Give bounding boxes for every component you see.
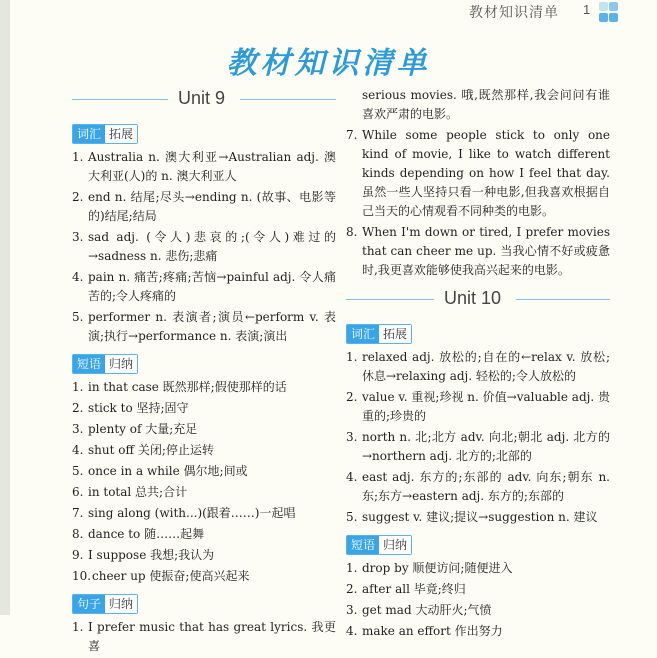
list-item: 7. sing along (with...)(跟着……)一起唱 bbox=[72, 506, 296, 520]
list-item: 1. drop by 顺便访问;随便进入 bbox=[346, 561, 513, 575]
unit9-sentence-list-start bbox=[72, 618, 336, 656]
unit10-heading bbox=[346, 288, 610, 310]
list-item: 4. east adj. 东方的;东部的 adv. 向东;朝东 n. 东;东方→eastern adj. 东方的;东部的 bbox=[346, 470, 610, 503]
unit9-sentence-tag: 句子 归纳 bbox=[72, 594, 138, 614]
list-item: 4. shut off 关闭;停止运转 bbox=[72, 443, 214, 457]
left-column bbox=[72, 88, 336, 658]
running-header-title: 教材知识清单 bbox=[469, 4, 559, 20]
list-item: 6. in total 总共;合计 bbox=[72, 485, 188, 499]
unit9-sentence-list bbox=[346, 126, 610, 280]
list-item: 1. I prefer music that has great lyrics. 我更喜 bbox=[72, 620, 336, 653]
list-item: 3. plenty of 大量;充足 bbox=[72, 422, 198, 436]
page-edge bbox=[0, 0, 10, 615]
sentence-continuation: serious movies. 哦,既然那样,我会问问有谁喜欢严肃的电影。 bbox=[362, 88, 610, 121]
corner-decoration-icon bbox=[597, 0, 619, 24]
unit10-phrase-list bbox=[346, 559, 610, 641]
list-item: 2. stick to 坚持;固守 bbox=[72, 401, 189, 415]
unit9-vocab-tag: 词汇 拓展 bbox=[72, 124, 138, 144]
list-item: 5. suggest v. 建议;提议→suggestion n. 建议 bbox=[346, 510, 598, 524]
list-item: 5. performer n. 表演者;演员←perform v. 表演;执行→performance n. 表演;演出 bbox=[72, 310, 336, 343]
list-item: 1. in that case 既然那样;假使那样的话 bbox=[72, 380, 287, 394]
list-item: 3. north n. 北;北方 adv. 向北;朝北 adj. 北方的→northern adj. 北方的;北部的 bbox=[346, 430, 610, 463]
unit10-title: Unit 10 bbox=[444, 288, 502, 308]
list-item: 5. once in a while 偶尔地;间或 bbox=[72, 464, 248, 478]
unit9-heading bbox=[72, 88, 336, 110]
list-item: 2. value v. 重视;珍视 n. 价值→valuable adj. 贵重的;珍贵的 bbox=[346, 390, 610, 423]
list-item: 7. While some people stick to only one kind of movie, I like to watch different kinds depending on how I feel that day. 虽然一些人坚持只看一种电影,但我喜欢根据自己当天的心情观看不同种类的电影。 bbox=[346, 128, 610, 218]
page-number: 1 bbox=[583, 2, 591, 17]
list-item: 2. end n. 结尾;尽头→ending n. (故事、电影等的)结尾;结局 bbox=[72, 190, 336, 223]
list-item: 4. pain n. 痛苦;疼痛;苦恼→painful adj. 令人痛苦的;令人疼痛的 bbox=[72, 270, 336, 303]
unit9-vocab-list bbox=[72, 148, 336, 346]
list-item: 4. make an effort 作出努力 bbox=[346, 624, 503, 638]
list-item: 1. Australia n. 澳大利亚→Australian adj. 澳大利亚(人)的 n. 澳大利亚人 bbox=[72, 150, 336, 183]
unit10-phrase-tag: 短语 归纳 bbox=[346, 535, 412, 555]
list-item: 9. I suppose 我想;我认为 bbox=[72, 548, 215, 562]
list-item: 3. get mad 大动肝火;气愤 bbox=[346, 603, 492, 617]
right-column bbox=[346, 86, 610, 643]
list-item: 10. cheer up 使振奋;使高兴起来 bbox=[72, 569, 250, 583]
list-item: 3. sad adj. (令人)悲哀的;(令人)难过的→sadness n. 悲伤;悲痛 bbox=[72, 230, 336, 263]
unit10-vocab-tag: 词汇 拓展 bbox=[346, 324, 412, 344]
unit10-vocab-list bbox=[346, 348, 610, 527]
unit9-title: Unit 9 bbox=[178, 88, 226, 108]
page-title: 教材知识清单 bbox=[226, 46, 431, 81]
list-item: 1. relaxed adj. 放松的;自在的←relax v. 放松;休息→relaxing adj. 轻松的;令人放松的 bbox=[346, 350, 610, 383]
list-item: 8. dance to 随……起舞 bbox=[72, 527, 205, 541]
unit9-phrase-list bbox=[72, 378, 336, 586]
list-item: 2. after all 毕竟;终归 bbox=[346, 582, 466, 596]
list-item: 8. When I'm down or tired, I prefer movies that can cheer me up. 当我心情不好或疲惫时,我更喜欢能够使我高兴起来的电影。 bbox=[346, 225, 610, 277]
unit9-phrase-tag: 短语 归纳 bbox=[72, 354, 138, 374]
